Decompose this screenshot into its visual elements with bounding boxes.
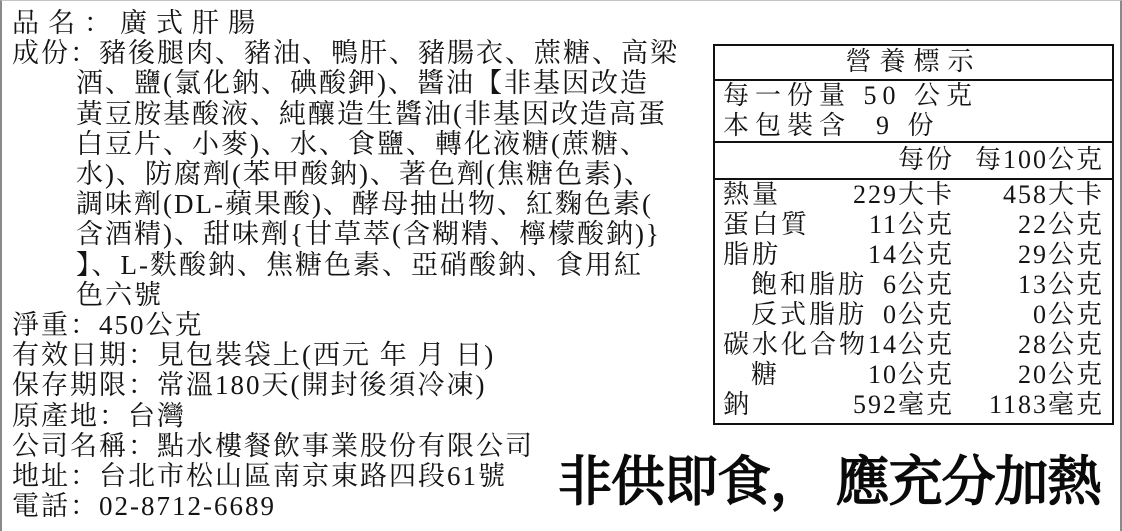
nutrient-name: 鈉	[723, 390, 753, 419]
column-headers	[715, 143, 1112, 180]
nutrient-name: 脂肪	[723, 240, 782, 269]
ingredients-continued: 白豆片、小麥)、水、食鹽、轉化液糖(蔗糖、	[76, 128, 649, 159]
value-per-100g: 22公克	[1017, 210, 1104, 239]
col-header-per-serving: 每份	[897, 145, 954, 174]
value-per-100g: 458大卡	[1002, 180, 1104, 209]
nutrient-name: 碳水化合物	[723, 330, 869, 359]
ingredients: 成份：豬後腿肉、豬油、鴨肝、豬腸衣、蔗糖、高梁	[12, 38, 679, 69]
nutrition-row	[715, 240, 1112, 270]
ingredients-continued: 水)、防腐劑(苯甲酸鈉)、著色劑(焦糖色素)、	[76, 159, 653, 190]
value-per-serving: 592毫克	[852, 390, 954, 419]
heating-warning: 非供即食， 應充分加熱	[558, 452, 1101, 512]
value-per-serving: 14公克	[867, 330, 954, 359]
value-per-100g: 1183毫克	[988, 390, 1104, 419]
origin: 原產地：台灣	[12, 400, 186, 431]
servings-per-pack: 本包裝含 9 份	[723, 111, 940, 140]
value-per-serving: 229大卡	[852, 180, 954, 209]
product-name: 品名：廣式肝腸	[12, 8, 264, 38]
value-per-100g: 20公克	[1017, 360, 1104, 389]
nutrition-title: 營養標示	[715, 46, 1112, 81]
value-per-100g: 13公克	[1017, 270, 1104, 299]
address: 地址：台北市松山區南京東路四段61號	[12, 461, 507, 492]
serving-size: 每一份量 50 公克	[723, 81, 979, 110]
value-per-serving: 0公克	[882, 300, 954, 329]
nutrient-name: 熱量	[723, 180, 782, 209]
nutrition-row	[715, 390, 1112, 420]
ingredients-continued: 調味劑(DL-蘋果酸)、酵母抽出物、紅麴色素(	[76, 189, 653, 220]
expiry-date: 有效日期：見包裝袋上(西元 年 月 日)	[12, 340, 496, 371]
value-per-serving: 11公克	[868, 210, 954, 239]
nutrition-table	[713, 44, 1114, 425]
ingredients-continued: 含酒精)、甜味劑{甘草萃(含糊精、檸檬酸鈉)}	[76, 219, 661, 250]
nutrient-name: 糖	[751, 360, 781, 389]
nutrient-name: 蛋白質	[723, 210, 811, 239]
nutrition-row	[715, 360, 1112, 390]
value-per-serving: 6公克	[882, 270, 954, 299]
shelf-life: 保存期限：常溫180天(開封後須冷凍)	[12, 370, 487, 401]
phone: 電話：02-8712-6689	[12, 491, 276, 522]
nutrient-name: 飽和脂肪	[751, 270, 868, 299]
nutrition-row	[715, 270, 1112, 300]
ingredients-continued: 酒、鹽(氯化鈉、碘酸鉀)、醬油【非基因改造	[76, 68, 649, 99]
value-per-100g: 0公克	[1032, 300, 1104, 329]
value-per-100g: 28公克	[1017, 330, 1104, 359]
value-per-serving: 10公克	[867, 360, 954, 389]
ingredients-continued: 黃豆胺基酸液、純釀造生醬油(非基因改造高蛋	[76, 98, 667, 129]
col-header-per-100g: 每100公克	[974, 145, 1104, 174]
ingredients-continued: 】、L-麩酸鈉、焦糖色素、亞硝酸鈉、食用紅	[76, 249, 643, 280]
nutrient-name: 反式脂肪	[751, 300, 868, 329]
nutrition-row	[715, 300, 1112, 330]
serving-info	[715, 81, 1112, 143]
nutrition-rows	[715, 180, 1112, 420]
nutrition-row	[715, 210, 1112, 240]
net-weight: 淨重：450公克	[12, 310, 204, 341]
value-per-100g: 29公克	[1017, 240, 1104, 269]
ingredients-continued: 色六號	[76, 279, 163, 310]
company-name: 公司名稱：點水樓餐飲事業股份有限公司	[12, 430, 534, 461]
nutrition-row	[715, 180, 1112, 210]
nutrition-row	[715, 330, 1112, 360]
value-per-serving: 14公克	[867, 240, 954, 269]
